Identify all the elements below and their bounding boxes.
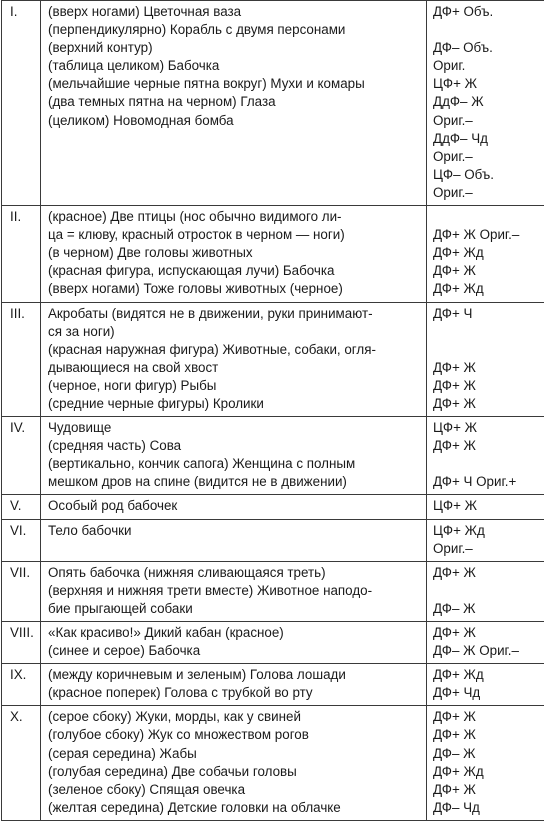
code-cell	[427, 495, 544, 519]
response-line: (вертикально, кончик сапога) Женщина с полным	[48, 455, 426, 473]
code-line: Ориг.–	[433, 148, 544, 166]
table-number: III.	[2, 302, 41, 417]
response-line: (вверх ногами) Тоже головы животных (черное)	[48, 280, 426, 298]
code-line: Ориг.–	[433, 540, 544, 558]
code-line: ДФ+ Ж	[433, 708, 544, 726]
response-line	[48, 130, 426, 148]
code-line: ДФ+ Ж Ориг.–	[433, 226, 544, 244]
response-line: Опять бабочка (нижняя сливающаяся треть)	[48, 564, 426, 582]
code-line: ДФ– Ж	[433, 745, 544, 763]
code-line: ДФ+ Объ.	[433, 3, 544, 21]
table-row	[2, 622, 544, 664]
code-line: ДФ+ Ж	[433, 395, 544, 413]
code-line: ДФ– Ж	[433, 600, 544, 618]
code-cell	[427, 561, 544, 621]
code-line: Ориг.–	[433, 184, 544, 202]
response-line: (черное, ноги фигур) Рыбы	[48, 377, 426, 395]
response-line: Тело бабочки	[48, 522, 426, 540]
code-line	[433, 455, 544, 473]
response-line: Особый род бабочек	[48, 497, 426, 515]
response-line: дывающиеся на свой хвост	[48, 359, 426, 377]
table-row	[2, 417, 544, 495]
code-cell	[427, 706, 544, 821]
response-cell	[41, 519, 427, 561]
code-line	[433, 323, 544, 341]
response-line: (серое сбоку) Жуки, морды, как у свиней	[48, 708, 426, 726]
code-line	[433, 208, 544, 226]
response-line	[48, 166, 426, 184]
code-line: ДФ+ Жд	[433, 280, 544, 298]
code-line: ДФ+ Чд	[433, 684, 544, 702]
response-cell	[41, 302, 427, 417]
response-line: (средние черные фигуры) Кролики	[48, 395, 426, 413]
response-line: «Как красиво!» Дикий кабан (красное)	[48, 624, 426, 642]
response-line: (вверх ногами) Цветочная ваза	[48, 3, 426, 21]
code-cell	[427, 1, 544, 206]
response-line: ца = клюву, красный отросток в черном — ноги)	[48, 226, 426, 244]
response-line: ся за ноги)	[48, 323, 426, 341]
table-number: I.	[2, 1, 41, 206]
code-line: ДФ+ Ж	[433, 359, 544, 377]
code-line: ДдФ– Ж	[433, 93, 544, 111]
code-line: ДФ+ Ч	[433, 305, 544, 323]
response-cell	[41, 664, 427, 706]
code-line: ДФ+ Ж	[433, 564, 544, 582]
response-cell	[41, 206, 427, 302]
response-line: (верхняя и нижняя трети вместе) Животное наподо-	[48, 582, 426, 600]
table-row	[2, 495, 544, 519]
response-line: (красное) Две птицы (нос обычно видимого ли-	[48, 208, 426, 226]
code-line	[433, 582, 544, 600]
response-line: Чудовище	[48, 419, 426, 437]
response-line: (красная фигура, испускающая лучи) Бабочка	[48, 262, 426, 280]
response-cell	[41, 1, 427, 206]
code-line: ДФ+ Ч Ориг.+	[433, 473, 544, 491]
table-row	[2, 706, 544, 821]
table-number: VI.	[2, 519, 41, 561]
table-row	[2, 206, 544, 302]
table-number: IV.	[2, 417, 41, 495]
response-line: (целиком) Новомодная бомба	[48, 112, 426, 130]
response-line: (между коричневым и зеленым) Голова лошади	[48, 666, 426, 684]
response-line: (в черном) Две головы животных	[48, 244, 426, 262]
code-line: Ориг.–	[433, 112, 544, 130]
code-line: ДФ+ Ж	[433, 781, 544, 799]
table-number: V.	[2, 495, 41, 519]
response-line	[48, 540, 426, 558]
table-number: X.	[2, 706, 41, 821]
table-number: II.	[2, 206, 41, 302]
code-cell	[427, 302, 544, 417]
code-line: ДФ+ Жд	[433, 666, 544, 684]
table-number: VIII.	[2, 622, 41, 664]
code-line: ЦФ+ Ж	[433, 497, 544, 515]
code-line	[433, 21, 544, 39]
code-line: ЦФ– Объ.	[433, 166, 544, 184]
response-line: (зеленое сбоку) Спящая овечка	[48, 781, 426, 799]
response-cell	[41, 706, 427, 821]
response-line: (синее и серое) Бабочка	[48, 642, 426, 660]
response-line: (мельчайшие черные пятна вокруг) Мухи и комары	[48, 75, 426, 93]
code-line: ДФ– Объ.	[433, 39, 544, 57]
response-cell	[41, 417, 427, 495]
table-row	[2, 302, 544, 417]
response-cell	[41, 561, 427, 621]
code-cell	[427, 206, 544, 302]
code-line: ЦФ+ Ж	[433, 419, 544, 437]
responses-table	[1, 0, 544, 821]
code-line: ДФ+ Ж	[433, 437, 544, 455]
response-line: (красная наружная фигура) Животные, собаки, огля-	[48, 341, 426, 359]
code-line: ДФ+ Ж	[433, 262, 544, 280]
code-cell	[427, 417, 544, 495]
response-line: Акробаты (видятся не в движении, руки принимают-	[48, 305, 426, 323]
response-cell	[41, 622, 427, 664]
code-line: ДФ+ Ж	[433, 377, 544, 395]
code-line: ДФ– Ж Ориг.–	[433, 642, 544, 660]
table-number: IX.	[2, 664, 41, 706]
code-line: Ориг.	[433, 57, 544, 75]
code-line: ДФ– Чд	[433, 799, 544, 817]
response-line: (два темных пятна на черном) Глаза	[48, 93, 426, 111]
response-line: (серая середина) Жабы	[48, 745, 426, 763]
code-cell	[427, 519, 544, 561]
response-line: бие прыгающей собаки	[48, 600, 426, 618]
code-cell	[427, 664, 544, 706]
code-line: ДдФ– Чд	[433, 130, 544, 148]
response-line: (голубая середина) Две собачьи головы	[48, 763, 426, 781]
code-line: ДФ+ Ж	[433, 624, 544, 642]
response-line: (перпендикулярно) Корабль с двумя персонами	[48, 21, 426, 39]
code-line: ДФ+ Жд	[433, 244, 544, 262]
code-line	[433, 341, 544, 359]
response-line: (таблица целиком) Бабочка	[48, 57, 426, 75]
code-line: ЦФ+ Ж	[433, 75, 544, 93]
table-row	[2, 1, 544, 206]
response-line	[48, 184, 426, 202]
code-line: ДФ+ Жд	[433, 763, 544, 781]
response-line: (красное поперек) Голова с трубкой во рту	[48, 684, 426, 702]
code-line: ДФ+ Ж	[433, 726, 544, 744]
response-line: (голубое сбоку) Жук со множеством рогов	[48, 726, 426, 744]
table-row	[2, 519, 544, 561]
table-row	[2, 561, 544, 621]
response-line: (желтая середина) Детские головки на облачке	[48, 799, 426, 817]
code-cell	[427, 622, 544, 664]
response-line: (средняя часть) Сова	[48, 437, 426, 455]
response-line: мешком дров на спине (видится не в движении)	[48, 473, 426, 491]
table-body	[2, 1, 544, 821]
response-line: (верхний контур)	[48, 39, 426, 57]
table-number: VII.	[2, 561, 41, 621]
table-row	[2, 664, 544, 706]
code-line: ЦФ+ Жд	[433, 522, 544, 540]
response-cell	[41, 495, 427, 519]
response-line	[48, 148, 426, 166]
